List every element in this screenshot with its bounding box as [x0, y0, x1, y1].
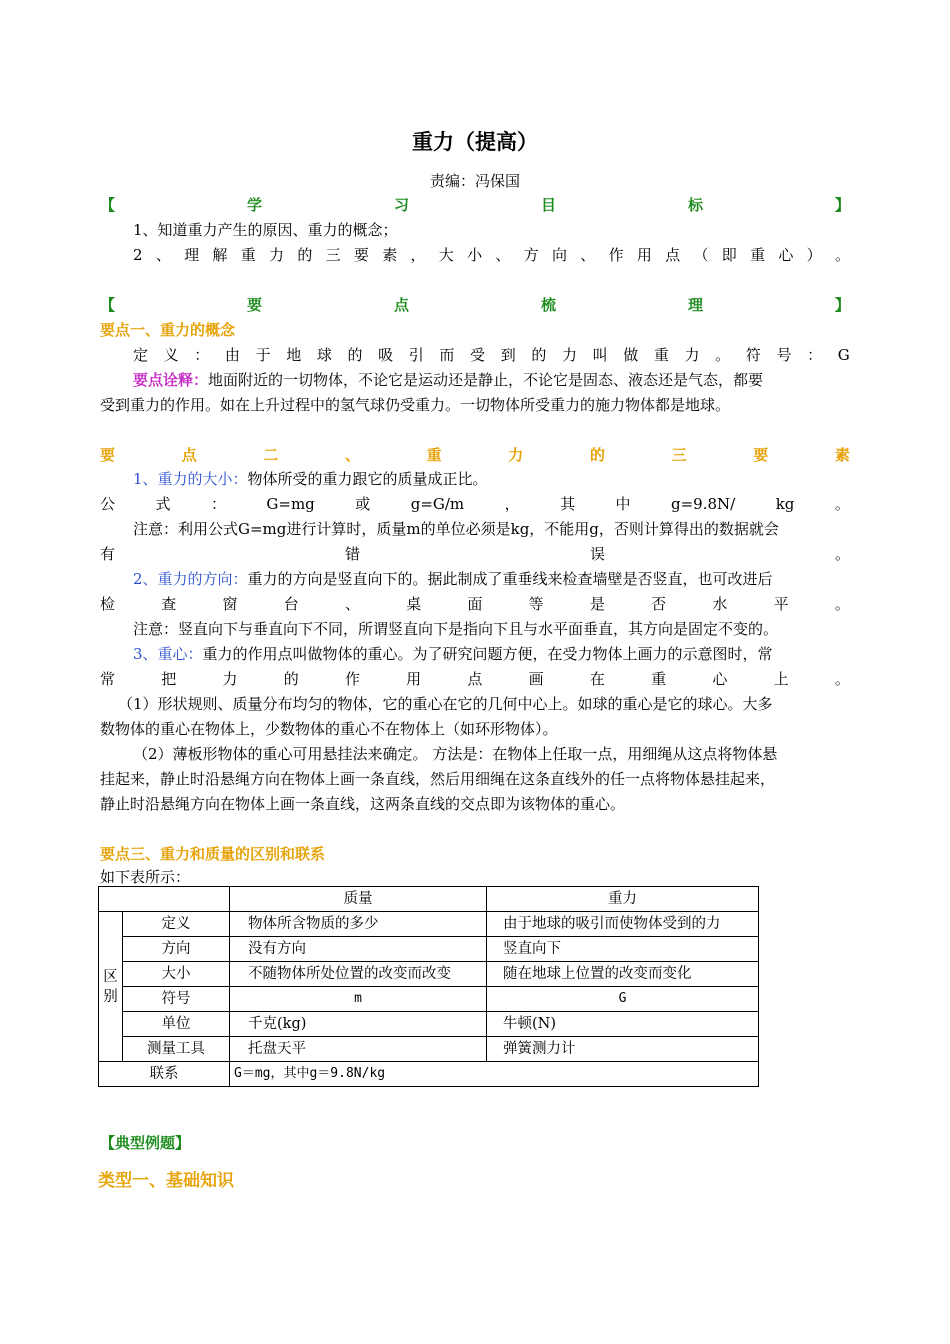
gravity-direction-line [133, 569, 773, 589]
spread-glyph: 窗 [222, 595, 238, 613]
spread-glyph: 点 [665, 246, 681, 264]
note-label: 要点诠释： [133, 371, 209, 389]
spread-glyph: 三 [325, 246, 341, 264]
table-row [99, 912, 759, 937]
spread-glyph: 、 [155, 246, 171, 264]
spread-glyph: 常 [100, 670, 116, 688]
row-label: 单位 [123, 1012, 230, 1037]
spread-glyph: 重 [651, 670, 667, 688]
spread-glyph: 地 [286, 346, 302, 364]
gravity-cell: 弹簧测力计 [487, 1037, 759, 1062]
table-row [99, 962, 759, 987]
spread-glyph: 点 [393, 296, 409, 314]
spread-glyph: 有 [100, 545, 116, 563]
spread-glyph: 在 [589, 670, 605, 688]
examples-heading: 【典型例题】 [100, 1134, 191, 1152]
spread-glyph: 中 [615, 495, 631, 513]
spread-glyph: 力 [508, 446, 524, 464]
spread-glyph: 。 [834, 246, 850, 264]
spread-glyph: 素 [834, 446, 850, 464]
spread-glyph: 解 [212, 246, 228, 264]
spread-glyph: ， [410, 246, 426, 264]
spread-glyph: 。 [834, 595, 850, 613]
spread-glyph: ： [194, 346, 210, 364]
spread-glyph: 重 [240, 246, 256, 264]
spread-glyph: 要 [246, 296, 262, 314]
spread-glyph: （ [693, 246, 709, 264]
spread-glyph: g=9.8N/ [671, 495, 736, 513]
spread-glyph: 定 [133, 346, 149, 364]
page-title: 重力（提高） [412, 129, 538, 154]
spread-glyph: ： [210, 495, 226, 513]
table-header-row [99, 887, 759, 912]
spread-glyph: 其 [560, 495, 576, 513]
spread-glyph: 叫 [592, 346, 608, 364]
goal-item-2 [133, 245, 850, 265]
cog-item1-line1: （1）形状规则、质量分布均匀的物体，它的重心在它的几何中心上。如球的重心是它的球心。大多 [118, 695, 773, 713]
gravity-direction-label: 2、重力的方向： [133, 570, 248, 588]
spread-glyph: 。 [834, 670, 850, 688]
mass-cell: m [230, 987, 487, 1012]
spread-glyph: 而 [439, 346, 455, 364]
spread-glyph: 受 [470, 346, 486, 364]
cog-item2-line2: 挂起来，静止时沿悬绳方向在物体上画一条直线，然后用细绳在这条直线外的任一点将物体悬挂起来， [100, 770, 776, 788]
spread-glyph: 心 [712, 670, 728, 688]
spread-glyph: 平 [773, 595, 789, 613]
key-points-heading [100, 295, 850, 315]
spread-glyph: 式 [155, 495, 171, 513]
spread-glyph: 2 [133, 246, 143, 264]
spread-glyph: 重 [426, 446, 442, 464]
spread-glyph: 等 [528, 595, 544, 613]
spread-glyph: 的 [589, 446, 605, 464]
spread-glyph: 重 [653, 346, 669, 364]
spread-glyph: 误 [589, 545, 605, 563]
row-label: 符号 [123, 987, 230, 1012]
spread-glyph: 的 [283, 670, 299, 688]
spread-glyph: 面 [467, 595, 483, 613]
point1-note-line2: 受到重力的作用。如在上升过程中的氢气球仍受重力。一切物体所受重力的施力物体都是地球。 [100, 396, 731, 414]
type1-heading: 类型一、基础知识 [98, 1171, 234, 1191]
point3-heading: 要点三、重力和质量的区别和联系 [100, 845, 326, 863]
spread-glyph: 作 [608, 246, 624, 264]
direction-note: 注意：竖直向下与垂直向下不同，所谓竖直向下是指向下且与水平面垂直，其方向是固定不变的。 [133, 620, 779, 638]
spread-glyph: 心 [778, 246, 794, 264]
spread-glyph: 、 [344, 446, 360, 464]
spread-glyph: 小 [467, 246, 483, 264]
gravity-direction-text: 重力的方向是竖直向下的。据此制成了重垂线来检查墙壁是否竖直，也可改进后 [247, 570, 773, 588]
spread-glyph: 检 [100, 595, 116, 613]
gravity-cell: 竖直向下 [487, 937, 759, 962]
spread-glyph: G [837, 346, 850, 364]
spread-glyph: 、 [344, 595, 360, 613]
formula-note-line1: 注意：利用公式G=mg进行计算时，质量m的单位必须是kg，不能用g，否则计算得出的数据就会 [133, 520, 779, 538]
spread-glyph: 即 [721, 246, 737, 264]
cog-item1-line2: 数物体的重心在物体上，少数物体的重心不在物体上（如环形物体）。 [100, 720, 558, 738]
center-of-gravity-line [133, 644, 773, 664]
spread-glyph: ） [806, 246, 822, 264]
spread-glyph: g=G/m [410, 495, 465, 513]
spread-glyph: 要 [100, 446, 116, 464]
spread-glyph: 用 [636, 246, 652, 264]
spread-glyph: 上 [773, 670, 789, 688]
table-row [99, 1012, 759, 1037]
spread-glyph: 向 [551, 246, 567, 264]
spread-glyph: 由 [224, 346, 240, 364]
spread-glyph: 。 [715, 346, 731, 364]
spread-glyph: 否 [651, 595, 667, 613]
row-label: 测量工具 [123, 1037, 230, 1062]
spread-glyph: kg [775, 495, 795, 513]
spread-glyph: 公 [100, 495, 116, 513]
spread-glyph: 符 [745, 346, 761, 364]
spread-glyph: 要 [353, 246, 369, 264]
spread-glyph: ： [807, 346, 823, 364]
spread-glyph: 力 [269, 246, 285, 264]
spread-glyph: 的 [531, 346, 547, 364]
spread-glyph: 引 [408, 346, 424, 364]
mass-cell: 物体所含物质的多少 [230, 912, 487, 937]
mass-cell: 没有方向 [230, 937, 487, 962]
spread-glyph: 。 [834, 545, 850, 563]
header-empty-cell [99, 887, 230, 912]
spread-glyph: 做 [623, 346, 639, 364]
spread-glyph: 球 [316, 346, 332, 364]
difference-group-label: 区 别 [99, 912, 123, 1062]
gravity-size-text: 物体所受的重力跟它的质量成正比。 [247, 470, 488, 488]
spread-glyph: 方 [523, 246, 539, 264]
spread-glyph: 于 [255, 346, 271, 364]
spread-glyph: 力 [684, 346, 700, 364]
mass-cell: 托盘天平 [230, 1037, 487, 1062]
spread-glyph: 【 [100, 196, 116, 214]
spread-glyph: 梳 [540, 296, 556, 314]
table-row [99, 987, 759, 1012]
mass-gravity-table [98, 886, 759, 1087]
header-gravity: 重力 [487, 887, 759, 912]
table-link-row [99, 1062, 759, 1087]
spread-glyph: 三 [671, 446, 687, 464]
table-row [99, 1037, 759, 1062]
goal-item-1: 1、知道重力产生的原因、重力的概念； [133, 221, 398, 239]
table-row [99, 937, 759, 962]
spread-glyph: 是 [589, 595, 605, 613]
center-of-gravity-line2 [100, 669, 850, 689]
point2-heading [100, 445, 850, 465]
spread-glyph: 、 [495, 246, 511, 264]
gravity-cell: 随在地球上位置的改变而变化 [487, 962, 759, 987]
spread-glyph: 号 [776, 346, 792, 364]
formula-line [100, 494, 850, 514]
center-of-gravity-text: 重力的作用点叫做物体的重心。为了研究问题方便，在受力物体上画力的示意图时，常 [202, 645, 773, 663]
spread-glyph: 的 [297, 246, 313, 264]
spread-glyph: 习 [393, 196, 409, 214]
spread-glyph: 】 [834, 296, 850, 314]
row-label: 大小 [123, 962, 230, 987]
point1-note [133, 370, 763, 390]
spread-glyph: 点 [467, 670, 483, 688]
spread-glyph: 画 [528, 670, 544, 688]
spread-glyph: 目 [540, 196, 556, 214]
spread-glyph: 错 [344, 545, 360, 563]
spread-glyph: 理 [687, 296, 703, 314]
spread-glyph: 义 [163, 346, 179, 364]
spread-glyph: 】 [834, 196, 850, 214]
point1-definition [133, 345, 850, 365]
spread-glyph: 把 [161, 670, 177, 688]
spread-glyph: 点 [181, 446, 197, 464]
spread-glyph: 的 [347, 346, 363, 364]
gravity-size-label: 1、重力的大小： [133, 470, 248, 488]
spread-glyph: 素 [382, 246, 398, 264]
spread-glyph: 标 [687, 196, 703, 214]
spread-glyph: 查 [161, 595, 177, 613]
gravity-cell: 牛顿(N) [487, 1012, 759, 1037]
spread-glyph: 大 [438, 246, 454, 264]
spread-glyph: 【 [100, 296, 116, 314]
spread-glyph: 要 [753, 446, 769, 464]
spread-glyph: 到 [500, 346, 516, 364]
spread-glyph: 。 [834, 495, 850, 513]
spread-glyph: 、 [580, 246, 596, 264]
spread-glyph: 水 [712, 595, 728, 613]
table-intro: 如下表所示： [100, 868, 191, 886]
cog-item2-line3: 静止时沿悬绳方向在物体上画一条直线，这两条直线的交点即为该物体的重心。 [100, 795, 626, 813]
link-text: G＝mg，其中g＝9.8N/kg [230, 1062, 759, 1087]
spread-glyph: 二 [263, 446, 279, 464]
header-mass: 质量 [230, 887, 487, 912]
spread-glyph: 力 [561, 346, 577, 364]
row-label: 定义 [123, 912, 230, 937]
author-line: 责编：冯保国 [429, 172, 520, 190]
spread-glyph: 重 [750, 246, 766, 264]
gravity-size-line [133, 469, 488, 489]
spread-glyph: 学 [246, 196, 262, 214]
spread-glyph: 作 [344, 670, 360, 688]
spread-glyph: 或 [355, 495, 371, 513]
mass-cell: 不随物体所处位置的改变而改变 [230, 962, 487, 987]
link-label: 联系 [99, 1062, 230, 1087]
spread-glyph: 台 [283, 595, 299, 613]
goals-heading [100, 195, 850, 215]
gravity-direction-line2 [100, 594, 850, 614]
spread-glyph: G=mg [266, 495, 315, 513]
spread-glyph: 吸 [378, 346, 394, 364]
spread-glyph: 桌 [406, 595, 422, 613]
note-text: 地面附近的一切物体，不论它是运动还是静止，不论它是固态、液态还是气态，都要 [208, 371, 764, 389]
row-label: 方向 [123, 937, 230, 962]
formula-note-line2 [100, 544, 850, 564]
spread-glyph: 用 [406, 670, 422, 688]
spread-glyph: 力 [222, 670, 238, 688]
mass-cell: 千克(kg) [230, 1012, 487, 1037]
center-of-gravity-label: 3、重心： [133, 645, 203, 663]
spread-glyph: 理 [184, 246, 200, 264]
gravity-cell: G [487, 987, 759, 1012]
cog-item2-line1: （2）薄板形物体的重心可用悬挂法来确定。 方法是：在物体上任取一点，用细绳从这点将物体悬 [133, 745, 778, 763]
point1-heading: 要点一、重力的概念 [100, 321, 236, 339]
spread-glyph: ， [504, 495, 520, 513]
gravity-cell: 由于地球的吸引而使物体受到的力 [487, 912, 759, 937]
